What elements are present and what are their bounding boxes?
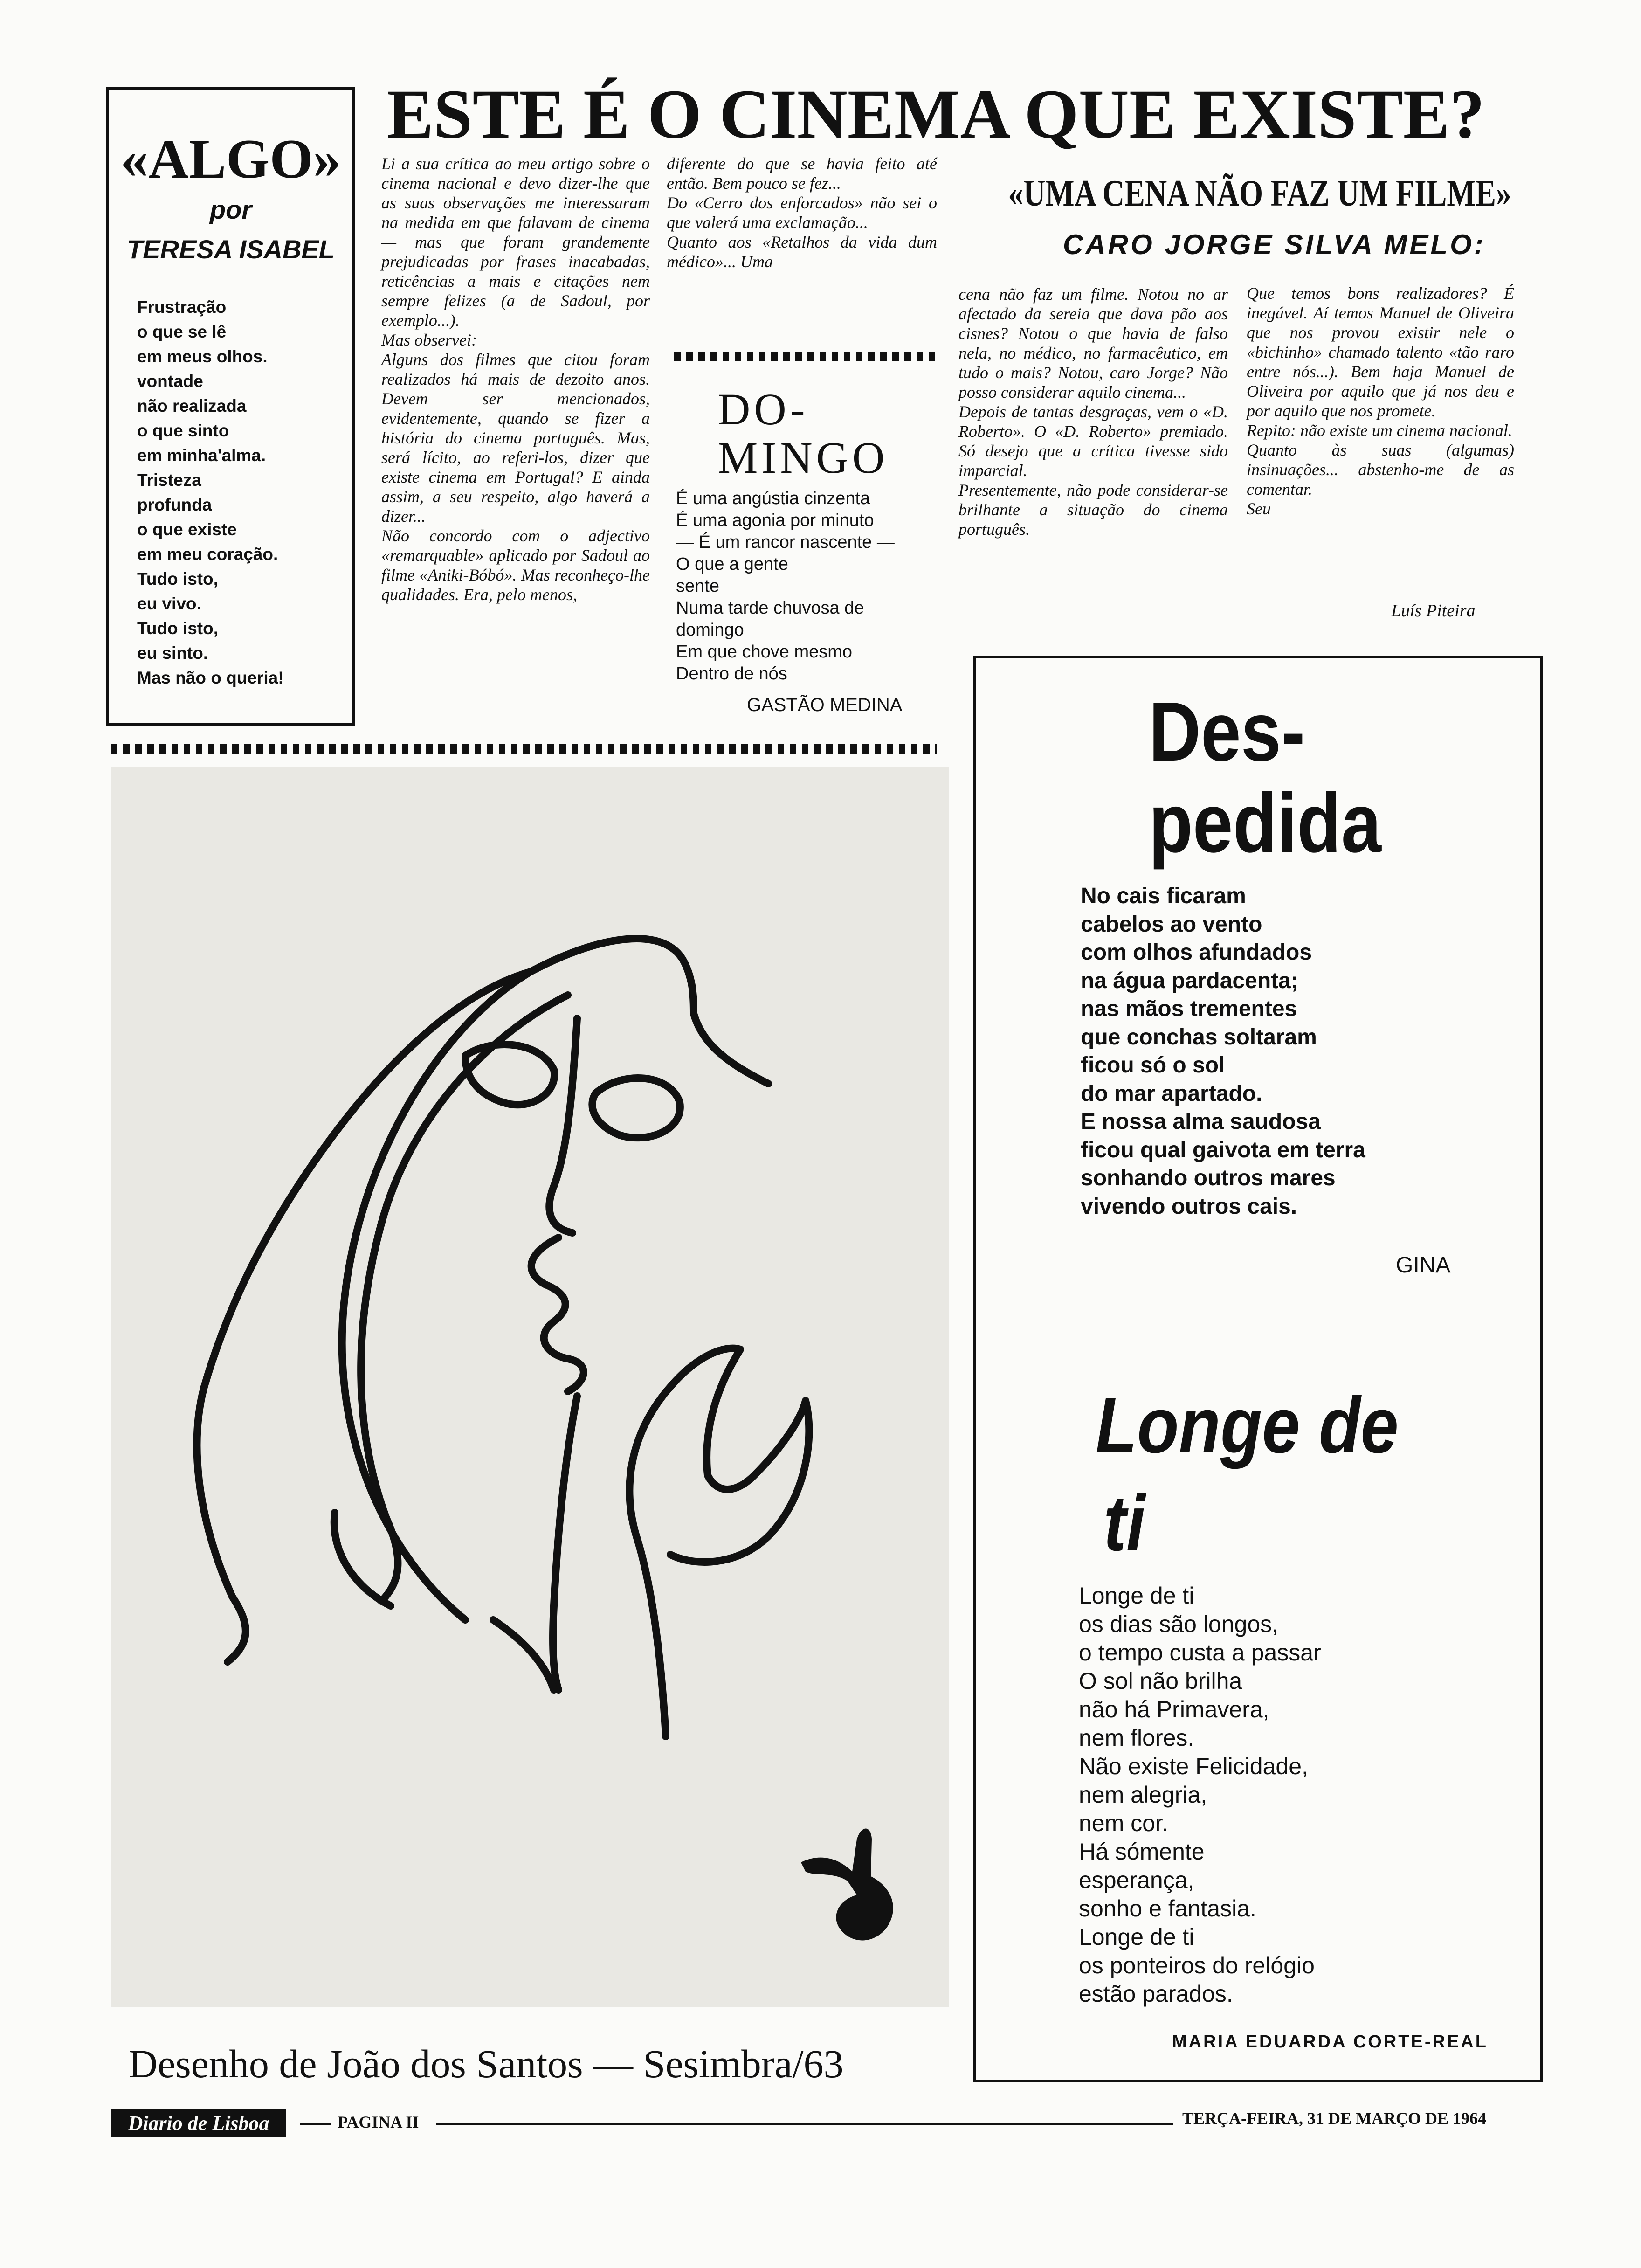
section-divider [111,744,937,754]
left-eye [465,1044,554,1105]
footer-date: TERÇA-FEIRA, 31 DE MARÇO DE 1964 [1182,2109,1487,2128]
poems-box [973,656,1543,2082]
letter2-signature: Luís Piteira [1391,601,1476,621]
algo-by: por [209,195,252,224]
longe-title [1096,1376,1399,1572]
letter1-column-2: diferente do que se havia feito até então. Bem pouco se fez... Do «Cerro dos enforcados» não sei o que valerá uma exclamação... Quanto aos «Retalhos da vida dum médico»... Uma [667,154,937,271]
hair-inner-left [361,995,568,1601]
footer-rule-left [300,2123,331,2125]
despedida-poem: No cais ficaram cabelos ao vento com olhos afundados na água pardacenta; nas mãos trementes que conchas soltaram ficou só o sol do mar apartado. E nossa alma saudosa ficou qual gaivota em terra sonhando outros mares vivendo outros cais. [1081,884,1365,1219]
letter2-salutation: CARO JORGE SILVA MELO: [1063,229,1486,260]
drawing-caption: Desenho de João dos Santos — Sesimbra/63 [129,2041,844,2086]
lips [531,1238,584,1391]
shoulder-line [493,1620,554,1690]
domingo-title-line-2: MINGO [718,433,889,483]
longe-title-line-2: ti [1103,1479,1145,1568]
nose [549,1018,577,1233]
masthead [111,2109,286,2137]
headline: ESTE É O CINEMA QUE EXISTE? [387,76,1485,153]
letter2-column-1: cena não faz um filme. Notou no ar afectado da sereia que dava pão aos cisnes? Notou o que havia de falso nela, no médico, no farmacêutico, em tudo o mais? Notou, caro Jorge? Não posso considerar aquilo cinema... Depois de tantas desgraças, vem o «D. Roberto». O «D. Roberto» premiado. Só desejo que a crítica tivesse sido imparcial. Presentemente, não pode considerar-se brilhante a situação do cinema português. [958,285,1228,539]
chin-neck [553,1396,577,1690]
algo-box [106,87,355,726]
face-drawing [111,767,949,2007]
hair-strand [334,1513,391,1606]
masthead-logo: Diario de Lisboa [128,2112,269,2135]
longe-title-line-1: Longe de [1096,1381,1399,1470]
hand [629,1348,809,1562]
domingo-title-line-1: DO- [718,384,809,434]
despedida-title-line-2: pedida [1149,776,1381,870]
despedida-title-line-1: Des- [1149,685,1305,779]
longe-poem: Longe de ti os dias são longos, o tempo custa a passar O sol não brilha não há Primavera, nem flores. Não existe Felicidade, nem alegria, nem cor. Há sómente esperança, sonho e fantasia. Longe de ti os ponteiros do relógio estão parados. [1079,1583,1321,2007]
domingo-title [718,385,888,482]
page-number: PAGINA II [338,2113,419,2131]
despedida-author: GINA [1396,1253,1451,1278]
algo-poem: Frustração o que se lê em meus olhos. vontade não realizada o que sinto em minha'alma. Tristeza profunda o que existe em meu coração. Tudo isto, eu vivo. Tudo isto, eu sinto. Mas não o queria! [137,297,284,687]
letter2-column-2: Que temos bons realizadores? É inegável. Aí temos Manuel de Oliveira que nos provou existir nele o «bichinho» chamado talento «tão raro entre nós...). Bem haja Manuel de Oliveira por aquilo que já nos deu e por aquilo que nos promete. Repito: não existe um cinema nacional. Quanto às suas (algumas) insinuações... abstenho-me de as comentar. Seu [1247,284,1514,518]
domingo-divider [674,352,937,361]
right-eye [592,1078,680,1138]
algo-author: TERESA ISABEL [127,235,335,264]
neck-right [638,1541,666,1736]
footer-rule-middle [436,2123,1173,2125]
drawing-panel [111,767,949,2007]
algo-title: «ALGO» [120,128,341,190]
domingo-poem: É uma angústia cinzenta É uma agonia por minuto — É um rancor nascente — O que a gente sente Numa tarde chuvosa de domingo Em que chove mesmo Dentro de nós [676,489,895,684]
hair-outline [342,939,768,1620]
domingo-author: GASTÃO MEDINA [747,695,903,715]
letter1-column-1: Li a sua crítica ao meu artigo sobre o cinema nacional e devo dizer-lhe que as suas observações me interessaram na medida em que falavam de cinema — mas que foram grandemente prejudicadas por frases inacabadas, reticências a mais e citações nem sempre felizes (a de Sadoul, por exemplo...). Mas observei: Alguns dos filmes que citou foram realizados há mais de dezoito anos. Devem ser mencionados, evidentemente, quando se fizer a história do cinema português. Mas, será lícito, ao referi-los, dizer que existe cinema em Portugal? E ainda assim, a seu respeito, algo haverá a dizer... Não concordo com o adjectivo «remarquable» aplicado por Sadoul ao filme «Aniki-Bóbó». Mas reconheço-lhe qualidades. Era, pelo menos, [381,154,650,604]
letter2-title: «UMA CENA NÃO FAZ UM FILME» [1008,173,1511,214]
longe-author: MARIA EDUARDA CORTE-REAL [1172,2032,1488,2052]
signature-mark [801,1829,893,1941]
despedida-title [1149,686,1381,869]
